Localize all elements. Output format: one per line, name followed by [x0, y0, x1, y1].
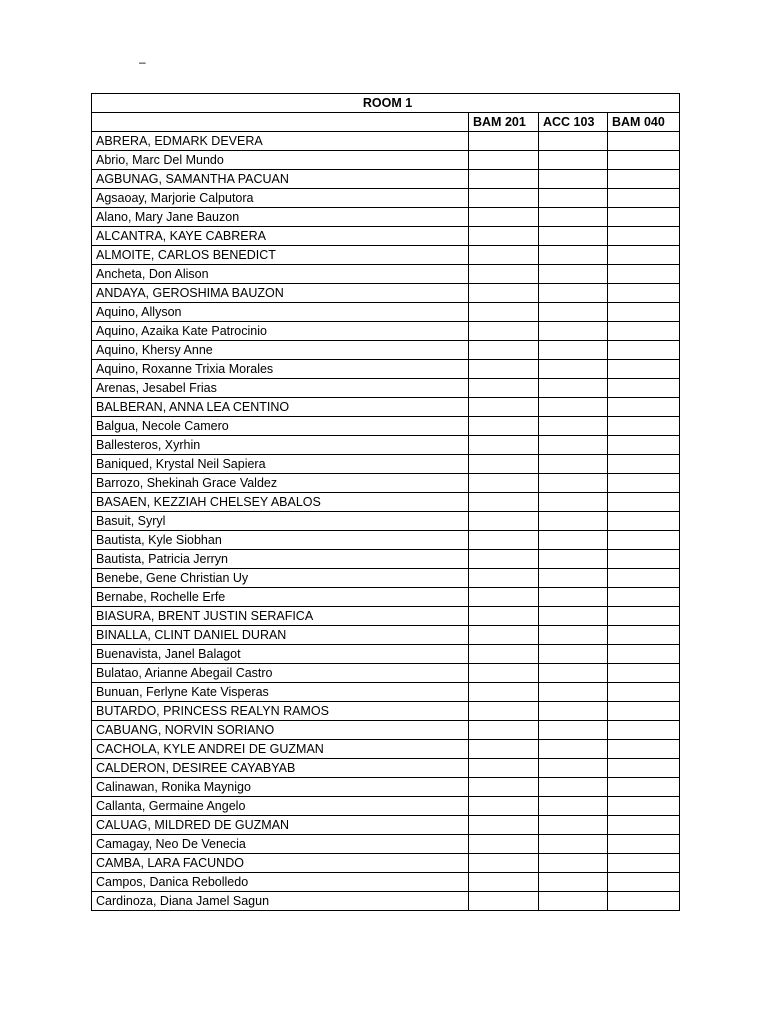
table-row	[92, 265, 680, 284]
table-row	[92, 531, 680, 550]
mark-cell-bam201	[469, 607, 539, 626]
student-name: Callanta, Germaine Angelo	[92, 797, 469, 816]
table-row	[92, 493, 680, 512]
mark-cell-bam040	[608, 379, 680, 398]
table-row	[92, 664, 680, 683]
student-name: Ancheta, Don Alison	[92, 265, 469, 284]
mark-cell-bam201	[469, 227, 539, 246]
table-row	[92, 379, 680, 398]
table-row	[92, 398, 680, 417]
mark-cell-acc103	[539, 797, 608, 816]
mark-cell-bam201	[469, 398, 539, 417]
table-row	[92, 170, 680, 189]
student-name: Calinawan, Ronika Maynigo	[92, 778, 469, 797]
mark-cell-acc103	[539, 151, 608, 170]
mark-cell-bam040	[608, 664, 680, 683]
mark-cell-bam040	[608, 246, 680, 265]
student-name: ANDAYA, GEROSHIMA BAUZON	[92, 284, 469, 303]
mark-cell-bam201	[469, 816, 539, 835]
student-name: Bunuan, Ferlyne Kate Visperas	[92, 683, 469, 702]
mark-cell-bam040	[608, 835, 680, 854]
mark-cell-bam201	[469, 284, 539, 303]
mark-cell-bam201	[469, 721, 539, 740]
mark-cell-bam040	[608, 341, 680, 360]
mark-cell-bam201	[469, 854, 539, 873]
mark-cell-bam040	[608, 132, 680, 151]
mark-cell-bam040	[608, 512, 680, 531]
mark-cell-bam201	[469, 531, 539, 550]
mark-cell-acc103	[539, 189, 608, 208]
mark-cell-bam201	[469, 683, 539, 702]
mark-cell-bam040	[608, 417, 680, 436]
table-row	[92, 227, 680, 246]
mark-cell-bam201	[469, 417, 539, 436]
mark-cell-bam201	[469, 360, 539, 379]
mark-cell-bam040	[608, 360, 680, 379]
mark-cell-acc103	[539, 835, 608, 854]
table-row	[92, 284, 680, 303]
table-row	[92, 151, 680, 170]
mark-cell-acc103	[539, 588, 608, 607]
table-row	[92, 360, 680, 379]
mark-cell-bam201	[469, 512, 539, 531]
student-name: BALBERAN, ANNA LEA CENTINO	[92, 398, 469, 417]
mark-cell-bam201	[469, 132, 539, 151]
mark-cell-bam040	[608, 778, 680, 797]
student-name: Cardinoza, Diana Jamel Sagun	[92, 892, 469, 911]
mark-cell-bam201	[469, 664, 539, 683]
mark-cell-bam201	[469, 322, 539, 341]
mark-cell-bam040	[608, 493, 680, 512]
mark-cell-bam040	[608, 569, 680, 588]
mark-cell-bam201	[469, 740, 539, 759]
student-name: Aquino, Allyson	[92, 303, 469, 322]
mark-cell-bam201	[469, 569, 539, 588]
student-name: Ballesteros, Xyrhin	[92, 436, 469, 455]
table-row	[92, 835, 680, 854]
mark-cell-bam201	[469, 379, 539, 398]
mark-cell-bam201	[469, 873, 539, 892]
mark-cell-bam040	[608, 607, 680, 626]
mark-cell-bam040	[608, 797, 680, 816]
mark-cell-bam201	[469, 835, 539, 854]
room-roster-table	[91, 93, 680, 911]
student-name: Bautista, Kyle Siobhan	[92, 531, 469, 550]
mark-cell-acc103	[539, 550, 608, 569]
mark-cell-acc103	[539, 664, 608, 683]
student-name: Benebe, Gene Christian Uy	[92, 569, 469, 588]
mark-cell-bam040	[608, 854, 680, 873]
mark-cell-bam040	[608, 265, 680, 284]
mark-cell-bam201	[469, 189, 539, 208]
mark-cell-acc103	[539, 569, 608, 588]
mark-cell-bam201	[469, 778, 539, 797]
mark-cell-bam040	[608, 227, 680, 246]
mark-cell-bam201	[469, 588, 539, 607]
mark-cell-bam201	[469, 303, 539, 322]
table-row	[92, 702, 680, 721]
stray-dash-mark: –	[139, 55, 146, 69]
student-name: CALDERON, DESIREE CAYABYAB	[92, 759, 469, 778]
table-row	[92, 683, 680, 702]
mark-cell-acc103	[539, 702, 608, 721]
student-name: Aquino, Roxanne Trixia Morales	[92, 360, 469, 379]
mark-cell-bam201	[469, 626, 539, 645]
mark-cell-bam201	[469, 208, 539, 227]
mark-cell-bam201	[469, 493, 539, 512]
table-row	[92, 436, 680, 455]
mark-cell-acc103	[539, 854, 608, 873]
student-name: Abrio, Marc Del Mundo	[92, 151, 469, 170]
mark-cell-bam201	[469, 702, 539, 721]
mark-cell-acc103	[539, 417, 608, 436]
mark-cell-acc103	[539, 683, 608, 702]
mark-cell-acc103	[539, 360, 608, 379]
table-row	[92, 132, 680, 151]
student-name: Aquino, Khersy Anne	[92, 341, 469, 360]
mark-cell-acc103	[539, 284, 608, 303]
mark-cell-bam040	[608, 816, 680, 835]
table-row	[92, 341, 680, 360]
student-name: Balgua, Necole Camero	[92, 417, 469, 436]
mark-cell-bam040	[608, 208, 680, 227]
mark-cell-bam201	[469, 550, 539, 569]
mark-cell-bam201	[469, 341, 539, 360]
table-row	[92, 873, 680, 892]
mark-cell-acc103	[539, 645, 608, 664]
mark-cell-acc103	[539, 607, 608, 626]
table-row	[92, 189, 680, 208]
table-row	[92, 417, 680, 436]
mark-cell-bam201	[469, 151, 539, 170]
mark-cell-acc103	[539, 474, 608, 493]
mark-cell-bam040	[608, 531, 680, 550]
mark-cell-acc103	[539, 227, 608, 246]
mark-cell-acc103	[539, 816, 608, 835]
table-row	[92, 246, 680, 265]
mark-cell-bam201	[469, 436, 539, 455]
table-row	[92, 816, 680, 835]
mark-cell-acc103	[539, 626, 608, 645]
mark-cell-acc103	[539, 778, 608, 797]
student-name: AGBUNAG, SAMANTHA PACUAN	[92, 170, 469, 189]
mark-cell-bam040	[608, 721, 680, 740]
student-name: Baniqued, Krystal Neil Sapiera	[92, 455, 469, 474]
student-name: ABRERA, EDMARK DEVERA	[92, 132, 469, 151]
student-name: BASAEN, KEZZIAH CHELSEY ABALOS	[92, 493, 469, 512]
mark-cell-acc103	[539, 892, 608, 911]
table-row	[92, 721, 680, 740]
mark-cell-acc103	[539, 531, 608, 550]
mark-cell-bam201	[469, 265, 539, 284]
mark-cell-bam040	[608, 455, 680, 474]
mark-cell-bam040	[608, 588, 680, 607]
mark-cell-bam040	[608, 151, 680, 170]
student-name: Barrozo, Shekinah Grace Valdez	[92, 474, 469, 493]
column-header-bam201: BAM 201	[469, 113, 539, 132]
mark-cell-bam040	[608, 322, 680, 341]
table-row	[92, 626, 680, 645]
table-row	[92, 550, 680, 569]
student-name: Buenavista, Janel Balagot	[92, 645, 469, 664]
table-row	[92, 797, 680, 816]
mark-cell-bam040	[608, 474, 680, 493]
title-row	[92, 94, 680, 113]
student-name: CABUANG, NORVIN SORIANO	[92, 721, 469, 740]
student-name: CAMBA, LARA FACUNDO	[92, 854, 469, 873]
table-row	[92, 588, 680, 607]
mark-cell-bam201	[469, 892, 539, 911]
mark-cell-acc103	[539, 170, 608, 189]
mark-cell-bam040	[608, 284, 680, 303]
student-name: Agsaoay, Marjorie Calputora	[92, 189, 469, 208]
student-name: Bautista, Patricia Jerryn	[92, 550, 469, 569]
student-name: BUTARDO, PRINCESS REALYN RAMOS	[92, 702, 469, 721]
mark-cell-acc103	[539, 512, 608, 531]
mark-cell-bam201	[469, 246, 539, 265]
table-row	[92, 607, 680, 626]
column-header-name	[92, 113, 469, 132]
mark-cell-acc103	[539, 740, 608, 759]
column-header-bam040: BAM 040	[608, 113, 680, 132]
mark-cell-bam040	[608, 398, 680, 417]
mark-cell-acc103	[539, 303, 608, 322]
mark-cell-acc103	[539, 873, 608, 892]
mark-cell-acc103	[539, 493, 608, 512]
mark-cell-acc103	[539, 132, 608, 151]
student-name: Basuit, Syryl	[92, 512, 469, 531]
mark-cell-bam201	[469, 797, 539, 816]
mark-cell-acc103	[539, 759, 608, 778]
mark-cell-acc103	[539, 436, 608, 455]
mark-cell-acc103	[539, 322, 608, 341]
mark-cell-acc103	[539, 208, 608, 227]
student-name: Aquino, Azaika Kate Patrocinio	[92, 322, 469, 341]
table-row	[92, 759, 680, 778]
mark-cell-acc103	[539, 379, 608, 398]
mark-cell-bam040	[608, 740, 680, 759]
mark-cell-bam201	[469, 645, 539, 664]
mark-cell-bam040	[608, 873, 680, 892]
header-row	[92, 113, 680, 132]
table-row	[92, 569, 680, 588]
student-name: ALCANTRA, KAYE CABRERA	[92, 227, 469, 246]
mark-cell-acc103	[539, 246, 608, 265]
mark-cell-bam201	[469, 759, 539, 778]
student-name: Camagay, Neo De Venecia	[92, 835, 469, 854]
student-name: CALUAG, MILDRED DE GUZMAN	[92, 816, 469, 835]
mark-cell-acc103	[539, 341, 608, 360]
mark-cell-bam040	[608, 683, 680, 702]
table-row	[92, 512, 680, 531]
table-row	[92, 455, 680, 474]
student-name: Bernabe, Rochelle Erfe	[92, 588, 469, 607]
mark-cell-bam201	[469, 455, 539, 474]
mark-cell-acc103	[539, 721, 608, 740]
mark-cell-bam040	[608, 303, 680, 322]
table-row	[92, 322, 680, 341]
column-header-acc103: ACC 103	[539, 113, 608, 132]
mark-cell-acc103	[539, 265, 608, 284]
table-row	[92, 303, 680, 322]
table-row	[92, 854, 680, 873]
mark-cell-bam201	[469, 170, 539, 189]
mark-cell-bam040	[608, 170, 680, 189]
student-name: BIASURA, BRENT JUSTIN SERAFICA	[92, 607, 469, 626]
mark-cell-bam040	[608, 550, 680, 569]
mark-cell-bam040	[608, 645, 680, 664]
mark-cell-acc103	[539, 455, 608, 474]
student-name: BINALLA, CLINT DANIEL DURAN	[92, 626, 469, 645]
student-name: CACHOLA, KYLE ANDREI DE GUZMAN	[92, 740, 469, 759]
mark-cell-bam040	[608, 759, 680, 778]
mark-cell-acc103	[539, 398, 608, 417]
student-name: ALMOITE, CARLOS BENEDICT	[92, 246, 469, 265]
mark-cell-bam040	[608, 436, 680, 455]
table-row	[92, 645, 680, 664]
student-name: Bulatao, Arianne Abegail Castro	[92, 664, 469, 683]
table-row	[92, 208, 680, 227]
mark-cell-bam201	[469, 474, 539, 493]
student-name: Arenas, Jesabel Frias	[92, 379, 469, 398]
student-name: Alano, Mary Jane Bauzon	[92, 208, 469, 227]
student-name: Campos, Danica Rebolledo	[92, 873, 469, 892]
table-row	[92, 474, 680, 493]
table-row	[92, 778, 680, 797]
mark-cell-bam040	[608, 626, 680, 645]
table-row	[92, 892, 680, 911]
mark-cell-bam040	[608, 892, 680, 911]
table-row	[92, 740, 680, 759]
mark-cell-bam040	[608, 702, 680, 721]
mark-cell-bam040	[608, 189, 680, 208]
room-title: ROOM 1	[92, 94, 680, 113]
